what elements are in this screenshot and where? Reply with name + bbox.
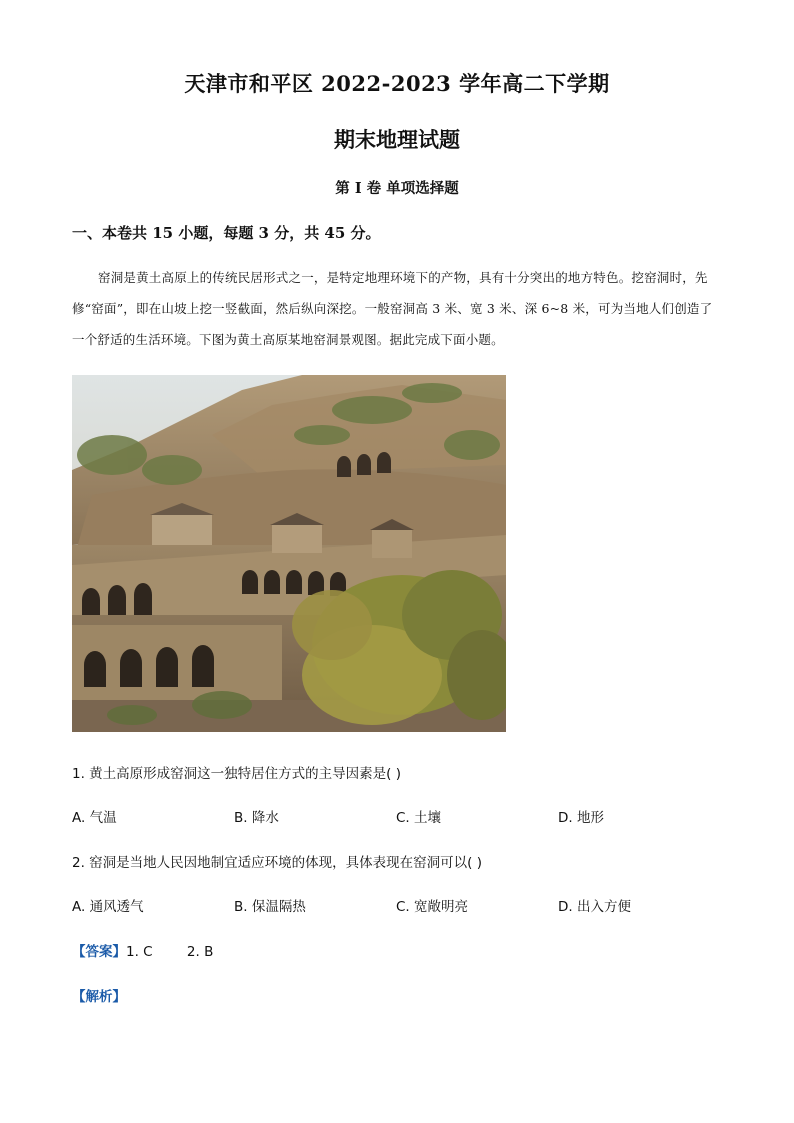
- analysis-line: [72, 985, 126, 1005]
- part-title: 第 I 卷 单项选择题: [335, 180, 459, 197]
- question-1-option-c: C. 土壤: [396, 810, 442, 826]
- answer-text: 1. C 2. B: [126, 944, 214, 960]
- document-title: 天津市和平区 2022-2023 学年高二下学期: [184, 71, 610, 96]
- section-heading: 一、本卷共 15 小题，每题 3 分，共 45 分。: [72, 224, 381, 242]
- document-subtitle: 期末地理试题: [334, 127, 460, 152]
- question-2-option-b: B. 保温隔热: [234, 899, 306, 915]
- question-1-option-b: B. 降水: [234, 810, 279, 826]
- passage-text: 窑洞是黄土高原上的传统民居形式之一，是特定地理环境下的产物，具有十分突出的地方特色。挖窑洞时，先修“窑面”，即在山坡上挖一竖截面，然后纵向深挖。一般窑洞高 3 米、宽 3 米、深 6~8 米，可为当地人们创造了一个舒适的生活环境。下图为黄土高原某地窑洞景观图。据此完成下面小题。: [72, 270, 713, 347]
- analysis-label: 【解析】: [72, 989, 126, 1005]
- question-1-option-a: A. 气温: [72, 810, 117, 826]
- cave-dwelling-photo: [72, 375, 506, 732]
- question-1-option-d: D. 地形: [558, 810, 604, 826]
- question-1-stem: 1. 黄土高原形成窑洞这一独特居住方式的主导因素是( ): [72, 766, 401, 782]
- answer-label: 【答案】: [72, 944, 126, 960]
- answer-line: [72, 940, 213, 960]
- question-2-option-d: D. 出入方便: [558, 899, 631, 915]
- question-2-stem: 2. 窑洞是当地人民因地制宜适应环境的体现，具体表现在窑洞可以( ): [72, 855, 482, 871]
- question-2-option-a: A. 通风透气: [72, 899, 144, 915]
- passage: [72, 262, 722, 355]
- question-2-option-c: C. 宽敞明亮: [396, 899, 469, 915]
